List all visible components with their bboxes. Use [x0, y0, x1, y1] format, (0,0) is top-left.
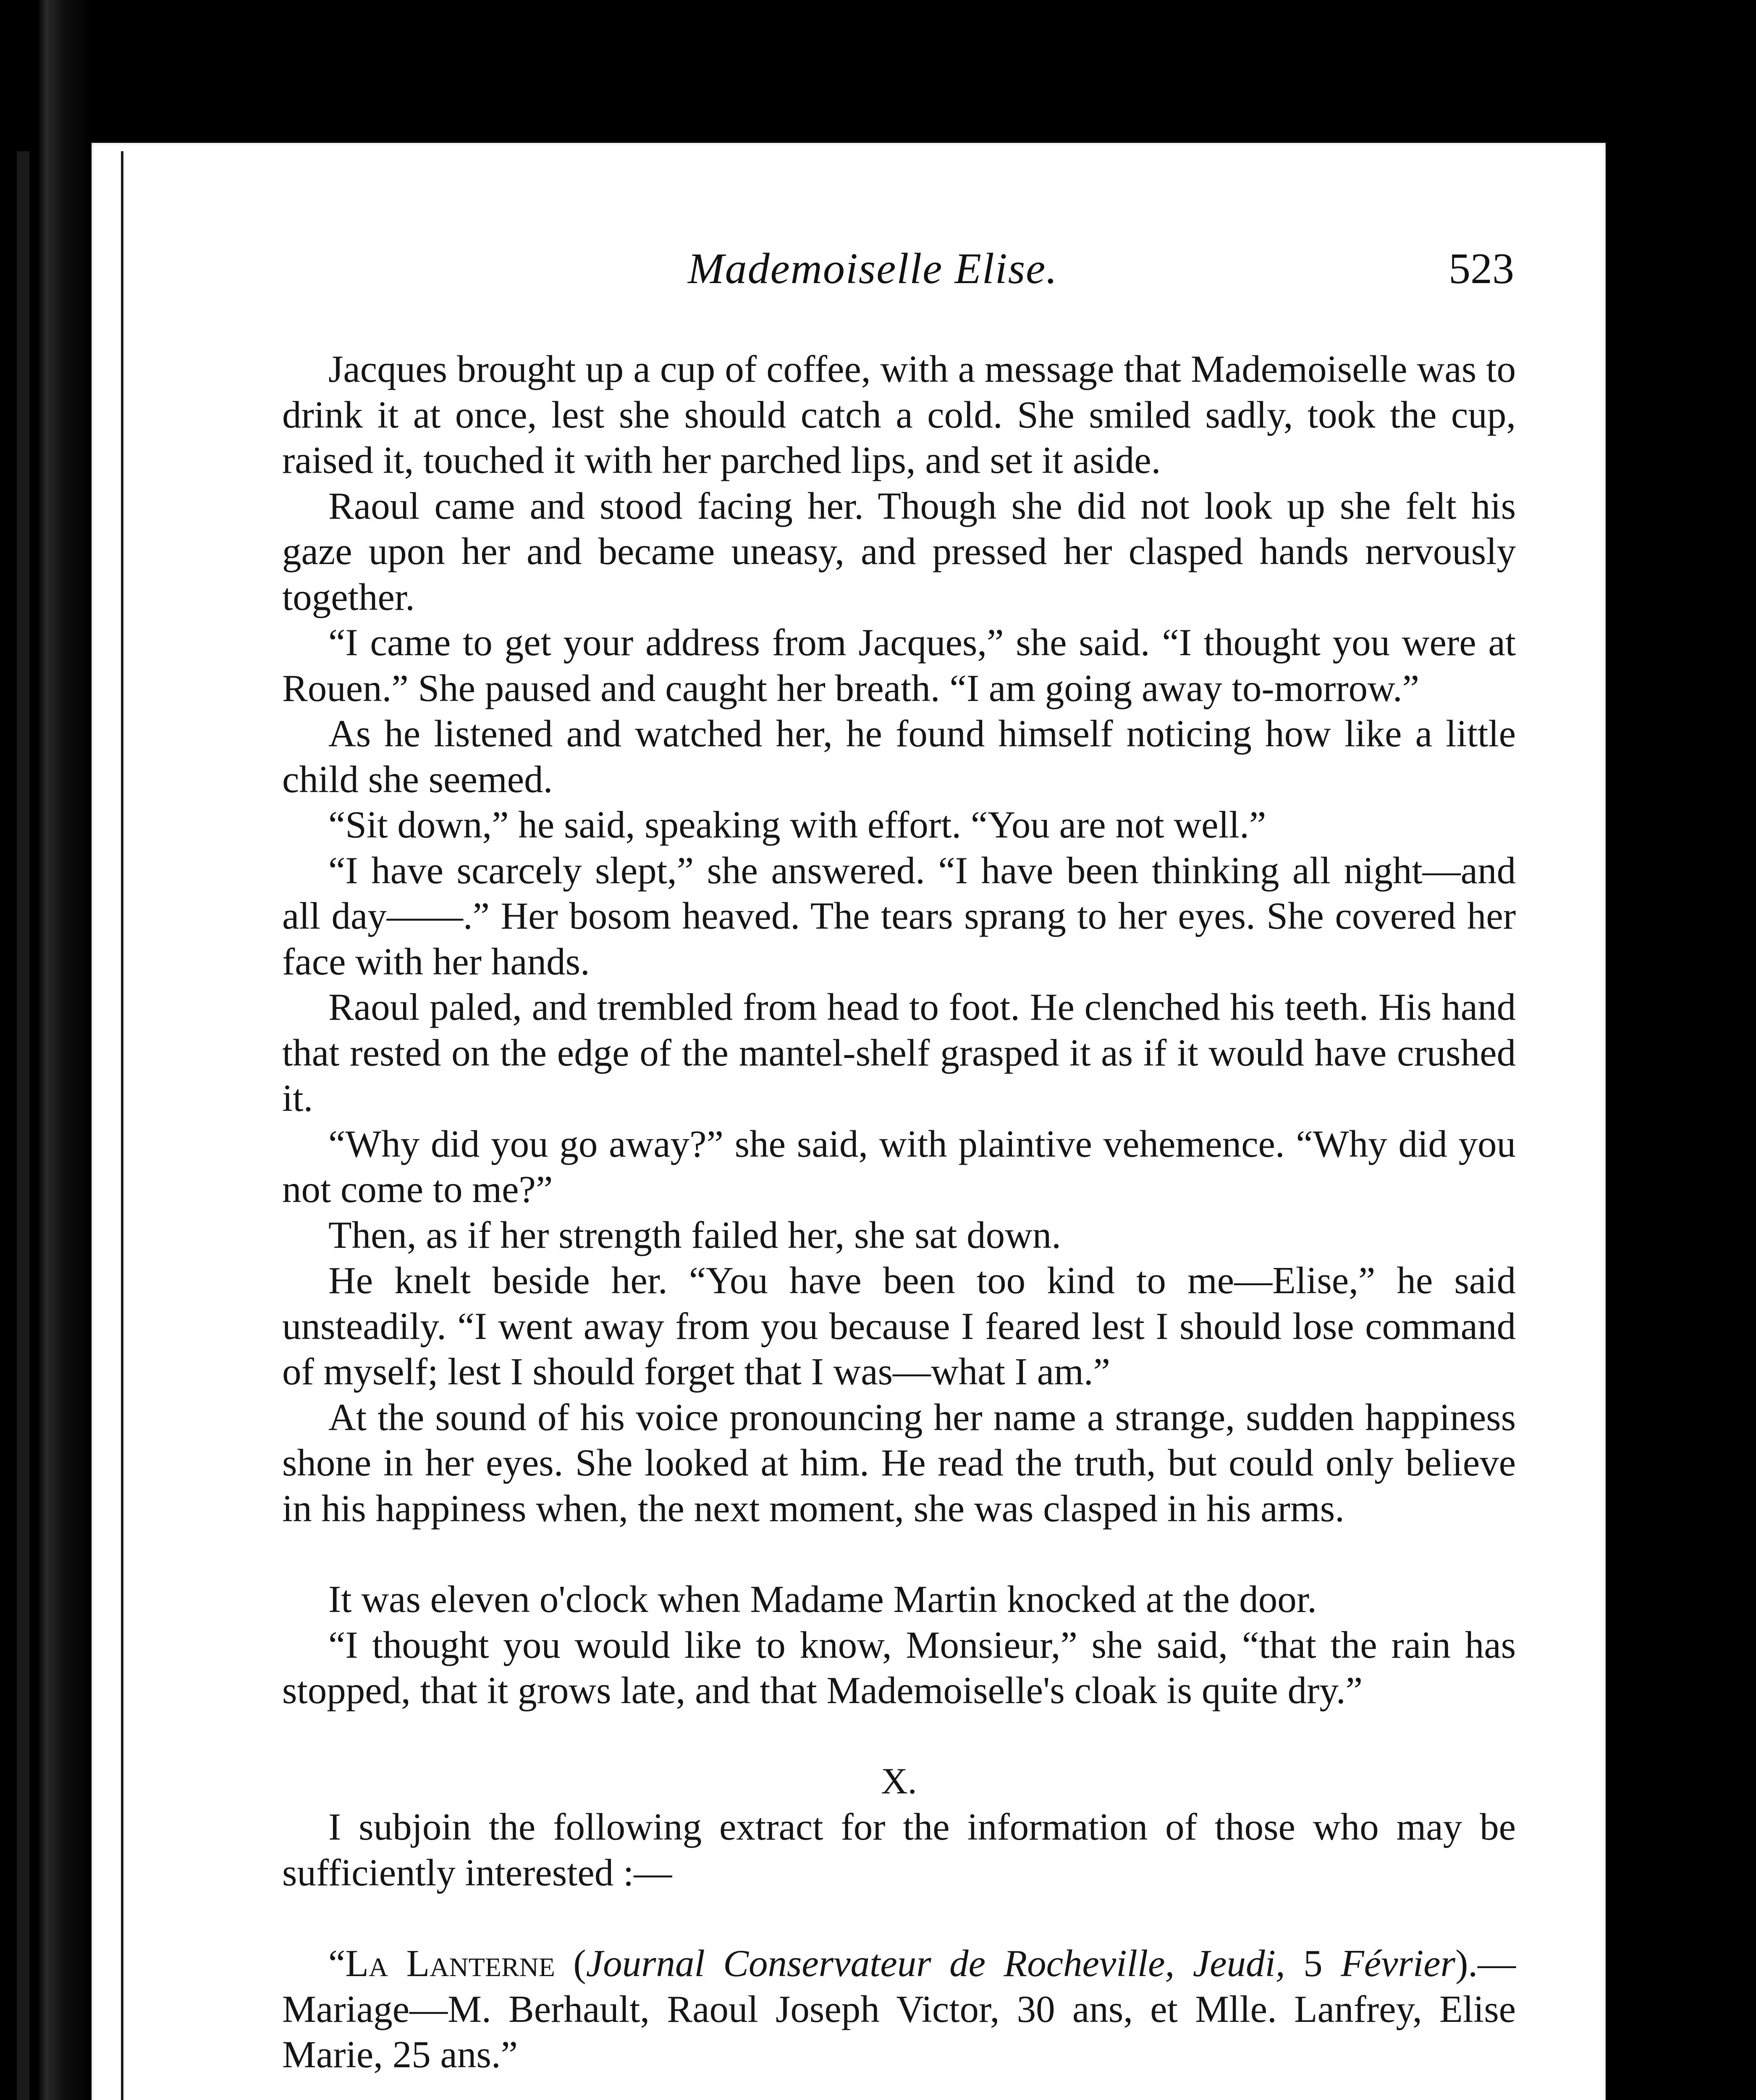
extract-month: Février — [1341, 1942, 1455, 1984]
paragraph: Jacques brought up a cup of coffee, with a message that Mademoiselle was to drink it at once, lest she should catch a cold. She smiled sadly, took the cup, raised it, touched it with her parched lips, and set it aside. — [282, 348, 1516, 481]
extract-day: 5 — [1303, 1942, 1323, 1984]
extract-paren-open: ( — [573, 1942, 586, 1984]
paragraph: “Why did you go away?” she said, with plaintive vehemence. “Why did you not come to me?” — [282, 1122, 1516, 1210]
newspaper-name: La Lanterne — [345, 1942, 555, 1984]
page-number: 523 — [1449, 244, 1514, 293]
page-header — [92, 244, 1606, 302]
page-fold-line — [121, 151, 123, 2100]
newspaper-subtitle: Journal Conservateur de Rocheville, Jeudi, — [586, 1942, 1285, 1984]
book-page — [92, 143, 1606, 2100]
body-text — [282, 346, 1516, 2078]
running-title: Mademoiselle Elise. — [688, 244, 1058, 293]
paragraph: “I thought you would like to know, Monsieur,” she said, “that the rain has stopped, that it grows late, and that Mademoiselle's cloak is quite dry.” — [282, 1623, 1516, 1712]
paragraph: At the sound of his voice pronouncing her name a strange, sudden happiness shone in her eyes. She looked at him. He read the truth, but could only believe in his happiness when, the next moment, she was clasped in his arms. — [282, 1396, 1516, 1530]
spine-edge — [17, 151, 29, 2100]
extract-open-quote: “ — [328, 1942, 346, 1984]
paragraph: Raoul paled, and trembled from head to foot. He clenched his teeth. His hand that rested on the edge of the mantel-shelf grasped it as if it would have crushed it. — [282, 986, 1516, 1119]
paragraph: He knelt beside her. “You have been too kind to me—Elise,” he said unsteadily. “I went away from you because I feared lest I should lose command of myself; lest I should forget that I was—what I am.” — [282, 1259, 1516, 1393]
extract-paren-close: ). — [1455, 1942, 1478, 1984]
paragraph: As he listened and watched her, he found himself noticing how like a little child she seemed. — [282, 712, 1516, 801]
paragraph: “I came to get your address from Jacques,” she said. “I thought you were at Rouen.” She paused and caught her breath. “I am going away to-morrow.” — [282, 621, 1516, 709]
paragraph: “Sit down,” he said, speaking with effort. “You are not well.” — [328, 803, 1266, 846]
extract-body: —Mariage—M. Berhault, Raoul Joseph Victor, 30 ans, et Mlle. Lanfrey, Elise Marie, 25 ans.” — [282, 1942, 1516, 2076]
section-intro: I subjoin the following extract for the information of those who may be sufficiently interested :— — [282, 1806, 1516, 1894]
paragraph: Then, as if her strength failed her, she sat down. — [328, 1213, 1061, 1256]
paragraph: Raoul came and stood facing her. Though she did not look up she felt his gaze upon her and became uneasy, and pressed her clasped hands nervously together. — [282, 484, 1516, 618]
paragraph: “I have scarcely slept,” she answered. “I have been thinking all night—and all day——.” Her bosom heaved. The tears sprang to her eyes. She covered her face with her hands. — [282, 849, 1516, 983]
section-number: X. — [881, 1761, 917, 1802]
paragraph: It was eleven o'clock when Madame Martin knocked at the door. — [328, 1578, 1317, 1620]
newspaper-extract — [282, 1941, 1516, 2078]
book-spine — [0, 0, 92, 2100]
